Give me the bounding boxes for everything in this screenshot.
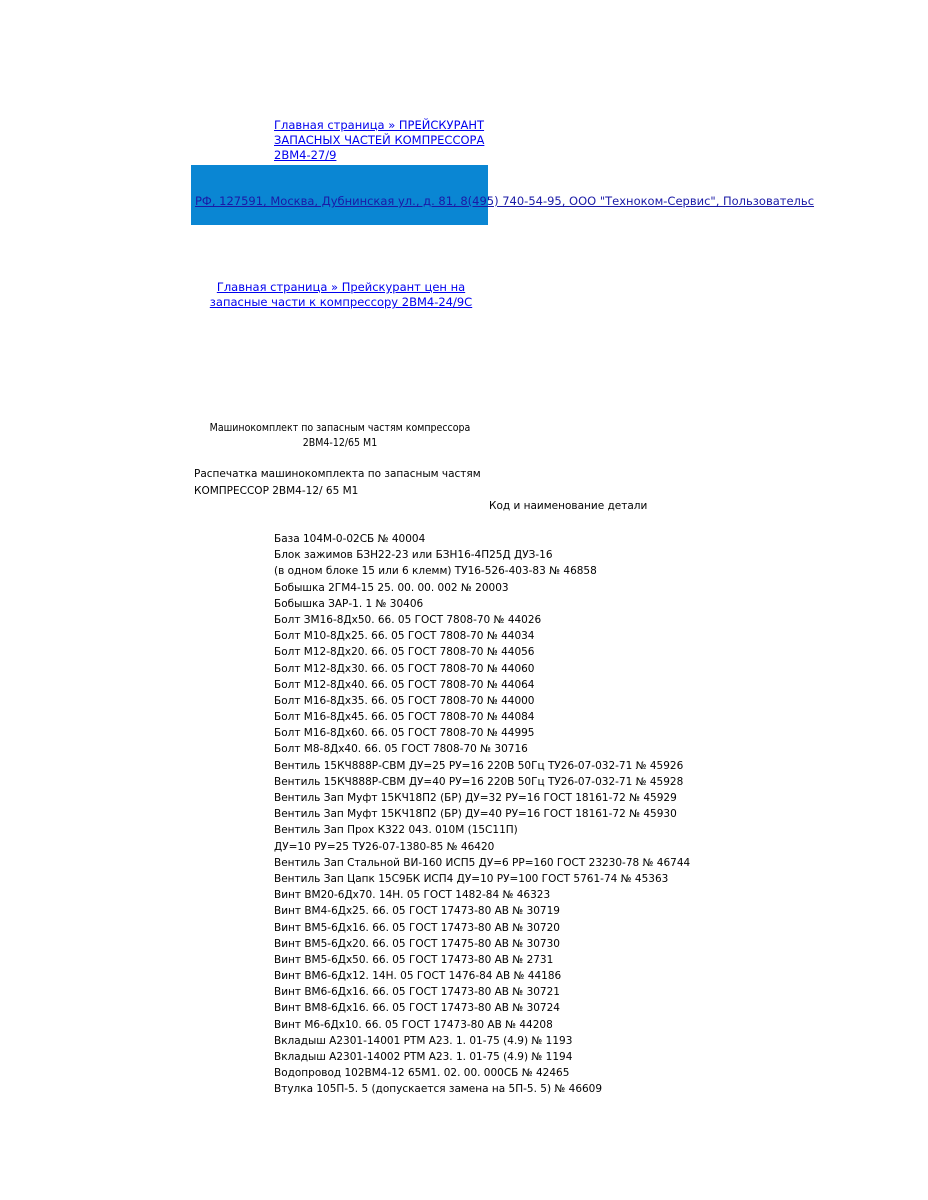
- part-item: Болт М16-8Дх45. 66. 05 ГОСТ 7808-70 № 44084: [274, 711, 535, 724]
- subtitle-line-1: Распечатка машинокомплекта по запасным частям: [194, 468, 481, 480]
- part-item: База 104М-0-02СБ № 40004: [274, 533, 426, 545]
- document-title: Машинокомплект по запасным частям компрессора 2ВМ4-12/65 М1: [209, 422, 471, 449]
- part-item: Вентиль Зап Стальной ВИ-160 ИСП5 ДУ=6 РР=160 ГОСТ 23230-78 № 46744: [274, 856, 691, 869]
- document-subtitle: [194, 466, 514, 500]
- part-item: Вкладыш А2301-14001 РТМ А23. 1. 01-75 (4.9) № 1193: [274, 1034, 573, 1047]
- part-item: Вкладыш А2301-14002 РТМ А23. 1. 01-75 (4.9) № 1194: [274, 1051, 573, 1063]
- blue-banner: [191, 165, 815, 225]
- part-item: Винт ВМ20-6Дх70. 14Н. 05 ГОСТ 1482-84 № 46323: [274, 889, 551, 902]
- part-item: Водопровод 102ВМ4-12 65М1. 02. 00. 000СБ № 42465: [274, 1067, 570, 1080]
- part-item: Винт ВМ8-6Дх16. 66. 05 ГОСТ 17473-80 АВ № 30724: [274, 1002, 560, 1015]
- part-item: Вентиль Зап Прох К322 043. 010М (15С11П): [274, 824, 518, 837]
- breadcrumb-link-compressor-2vm4-27-9[interactable]: Главная страница » ПРЕЙСКУРАНТ ЗАПАСНЫХ ЧАСТЕЙ КОМПРЕССОРА 2ВМ4-27/9: [274, 118, 485, 162]
- part-item: Вентиль Зап Муфт 15КЧ18П2 (БР) ДУ=40 РУ=16 ГОСТ 18161-72 № 45930: [274, 808, 677, 821]
- part-item: Болт М12-8Дх30. 66. 05 ГОСТ 7808-70 № 44060: [274, 662, 535, 675]
- column-header: Код и наименование детали: [489, 500, 648, 512]
- part-item: Винт ВМ5-6Дх50. 66. 05 ГОСТ 17473-80 АВ № 2731: [274, 953, 554, 966]
- part-item: Бобышка 2ГМ4-15 25. 00. 00. 002 № 20003: [274, 581, 509, 594]
- parts-list: [274, 531, 694, 1098]
- part-item: Винт ВМ4-6Дх25. 66. 05 ГОСТ 17473-80 АВ № 30719: [274, 905, 560, 918]
- part-item: Болт М12-8Дх40. 66. 05 ГОСТ 7808-70 № 44064: [274, 678, 535, 691]
- part-item: ДУ=10 РУ=25 ТУ26-07-1380-85 № 46420: [274, 840, 495, 853]
- part-item: Болт М10-8Дх25. 66. 05 ГОСТ 7808-70 № 44034: [274, 630, 535, 643]
- part-item: Болт М8-8Дх40. 66. 05 ГОСТ 7808-70 № 30716: [274, 743, 528, 756]
- subtitle-line-2: КОМПРЕССОР 2ВМ4-12/ 65 М1: [194, 485, 359, 497]
- part-item: Болт М12-8Дх20. 66. 05 ГОСТ 7808-70 № 44056: [274, 646, 535, 659]
- part-item: Бобышка ЗАР-1. 1 № 30406: [274, 597, 424, 610]
- part-item: Винт М6-6Дх10. 66. 05 ГОСТ 17473-80 АВ № 44208: [274, 1018, 553, 1031]
- part-item: Вентиль Зап Муфт 15КЧ18П2 (БР) ДУ=32 РУ=16 ГОСТ 18161-72 № 45929: [274, 792, 677, 804]
- part-item: Винт ВМ5-6Дх20. 66. 05 ГОСТ 17475-80 АВ № 30730: [274, 937, 560, 950]
- part-item: Втулка 105П-5. 5 (допускается замена на 5П-5. 5) № 46609: [274, 1083, 603, 1096]
- part-item: Болт М16-8Дх60. 66. 05 ГОСТ 7808-70 № 44995: [274, 727, 535, 740]
- part-item: Винт ВМ5-6Дх16. 66. 05 ГОСТ 17473-80 АВ № 30720: [274, 921, 560, 934]
- part-item: Винт ВМ6-6Дх16. 66. 05 ГОСТ 17473-80 АВ № 30721: [274, 986, 560, 999]
- part-item: Вентиль 15КЧ888Р-СВМ ДУ=40 РУ=16 220В 50Гц ТУ26-07-032-71 № 45928: [274, 775, 684, 788]
- part-item: Болт М16-8Дх35. 66. 05 ГОСТ 7808-70 № 44000: [274, 694, 535, 707]
- part-item: Болт ЗМ16-8Дх50. 66. 05 ГОСТ 7808-70 № 44026: [274, 613, 542, 626]
- part-item: Винт ВМ6-6Дх12. 14Н. 05 ГОСТ 1476-84 АВ № 44186: [274, 970, 562, 983]
- part-item: (в одном блоке 15 или 6 клемм) ТУ16-526-403-83 № 46858: [274, 565, 597, 578]
- contact-address-link[interactable]: РФ, 127591, Москва, Дубнинская ул., д. 81, 8(495) 740-54-95, ООО "Техноком-Сервис", Пользовательс: [195, 194, 815, 208]
- part-item: Вентиль Зап Цапк 15С9БК ИСП4 ДУ=10 РУ=100 ГОСТ 5761-74 № 45363: [274, 872, 669, 885]
- part-item: Вентиль 15КЧ888Р-СВМ ДУ=25 РУ=16 220В 50Гц ТУ26-07-032-71 № 45926: [274, 759, 684, 772]
- part-item: Блок зажимов БЗН22-23 или БЗН16-4П25Д ДУЗ-16: [274, 549, 553, 562]
- breadcrumb-link-compressor-2vm4-24-9s[interactable]: Главная страница » Прейскурант цен на запасные части к компрессору 2ВМ4-24/9С: [209, 280, 473, 309]
